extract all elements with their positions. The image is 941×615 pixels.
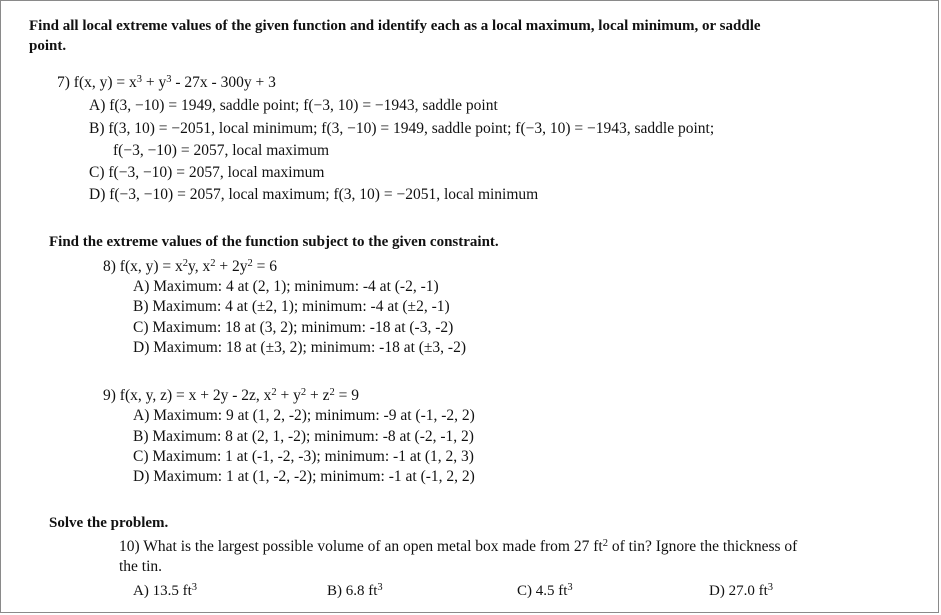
q9-option-c[interactable]: C) Maximum: 1 at (-1, -2, -3); minimum: -1 at (1, 2, 3)	[133, 448, 474, 465]
q9-option-a[interactable]: A) Maximum: 9 at (1, 2, -2); minimum: -9 at (-1, -2, 2)	[133, 407, 475, 424]
section-heading-solve: Solve the problem.	[49, 515, 169, 531]
q9-text-b: + y	[276, 387, 301, 404]
q10-option-a-exp: 3	[191, 582, 197, 593]
q10-exp-1: 2	[602, 538, 608, 549]
q9-option-d[interactable]: D) Maximum: 1 at (1, -2, -2); minimum: -1 at (-1, 2, 2)	[133, 468, 475, 485]
q7-text-c: - 27x - 300y + 3	[171, 74, 276, 91]
q10-option-a-label: A) 13.5 ft	[133, 583, 192, 599]
q10-option-c-exp: 3	[567, 582, 573, 593]
q7-exp-1: 3	[136, 74, 143, 85]
q8-option-c[interactable]: C) Maximum: 18 at (3, 2); minimum: -18 at (-3, -2)	[133, 319, 454, 336]
q8-option-d[interactable]: D) Maximum: 18 at (±3, 2); minimum: -18 at (±3, -2)	[133, 339, 466, 356]
q8-text-b: y, x	[188, 258, 211, 275]
q10-option-d-label: D) 27.0 ft	[709, 583, 768, 599]
q8-option-a[interactable]: A) Maximum: 4 at (2, 1); minimum: -4 at (-2, -1)	[133, 278, 439, 295]
q7-text-a: 7) f(x, y) = x	[57, 74, 137, 91]
q8-exp-1: 2	[182, 258, 189, 269]
q7-text-b: + y	[142, 74, 167, 91]
q9-exp-2: 2	[300, 387, 307, 398]
q10-option-c[interactable]	[517, 581, 573, 601]
q8-text-d: = 6	[252, 258, 278, 275]
section-heading-local-extrema-cont: point.	[29, 38, 67, 54]
q10-option-b-exp: 3	[377, 582, 383, 593]
q10-text-a: 10) What is the largest possible volume of an open metal box made from 27 ft	[119, 538, 603, 555]
q10-option-a[interactable]	[133, 581, 197, 601]
question-10-prompt	[119, 537, 797, 557]
q9-exp-3: 2	[329, 387, 335, 398]
q10-option-d-exp: 3	[767, 582, 773, 593]
section-heading-local-extrema: Find all local extreme values of the given function and identify each as a local maximum, local minimum, or saddle	[29, 18, 761, 34]
q8-text-c: + 2y	[215, 258, 248, 275]
q9-text-a: 9) f(x, y, z) = x + 2y - 2z, x	[103, 387, 272, 404]
q10-text-b: of tin? Ignore the thickness of	[607, 538, 798, 555]
q8-option-b[interactable]: B) Maximum: 4 at (±2, 1); minimum: -4 at (±2, -1)	[133, 298, 450, 315]
q9-text-d: = 9	[334, 387, 360, 404]
q10-option-d[interactable]	[709, 581, 773, 601]
q8-text-a: 8) f(x, y) = x	[103, 258, 183, 275]
q9-option-b[interactable]: B) Maximum: 8 at (2, 1, -2); minimum: -8 at (-2, -1, 2)	[133, 428, 474, 445]
q7-option-b-cont: f(−3, −10) = 2057, local maximum	[113, 142, 330, 159]
q7-option-d[interactable]: D) f(−3, −10) = 2057, local maximum; f(3, 10) = −2051, local minimum	[89, 186, 539, 203]
q10-option-c-label: C) 4.5 ft	[517, 583, 568, 599]
q8-exp-2: 2	[210, 258, 216, 269]
q9-text-c: + z	[306, 387, 330, 404]
question-10-prompt-cont: the tin.	[119, 558, 163, 575]
q7-option-a[interactable]: A) f(3, −10) = 1949, saddle point; f(−3, 10) = −1943, saddle point	[89, 97, 498, 114]
q10-option-b[interactable]	[327, 581, 383, 601]
q8-exp-3: 2	[247, 258, 253, 269]
question-9-prompt	[103, 386, 359, 406]
q7-exp-2: 3	[166, 74, 172, 85]
question-8-prompt	[103, 257, 277, 277]
q9-exp-1: 2	[271, 387, 277, 398]
section-heading-constraint: Find the extreme values of the function subject to the given constraint.	[49, 234, 499, 250]
question-7-prompt	[57, 73, 276, 93]
q7-option-b[interactable]: B) f(3, 10) = −2051, local minimum; f(3, −10) = 1949, saddle point; f(−3, 10) = −1943, saddle point;	[89, 120, 715, 137]
q10-option-b-label: B) 6.8 ft	[327, 583, 378, 599]
q7-option-c[interactable]: C) f(−3, −10) = 2057, local maximum	[89, 164, 325, 181]
